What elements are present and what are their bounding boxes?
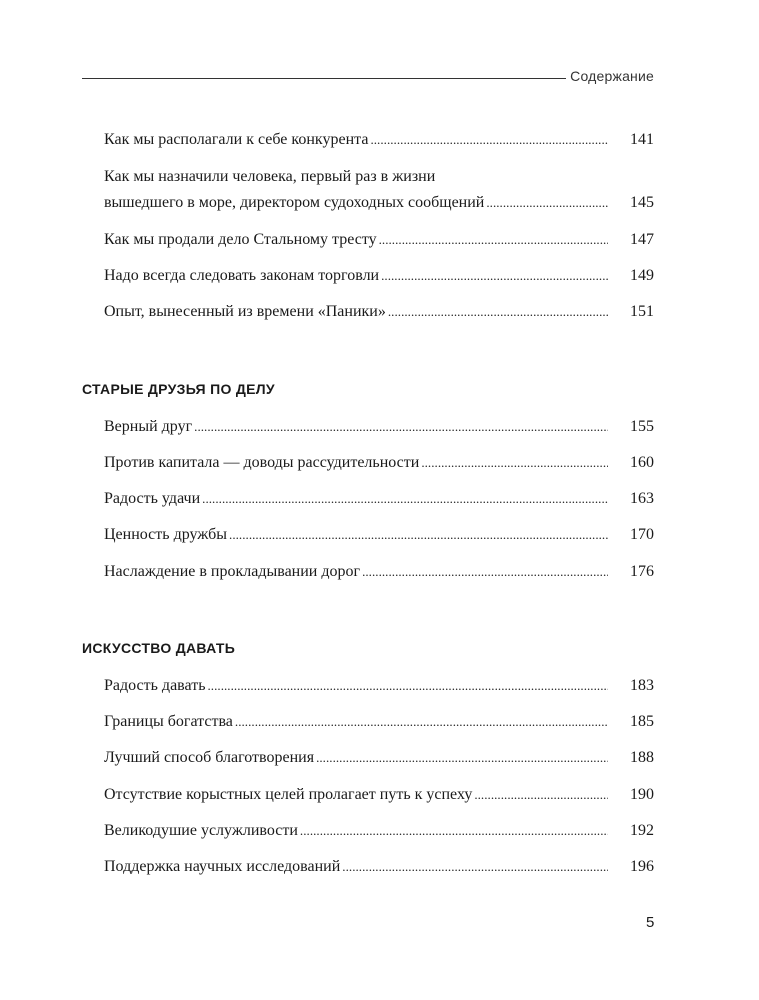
toc-entry-title: Ценность дружбы <box>104 526 228 543</box>
page-number: 5 <box>646 914 655 931</box>
toc-entry-page: 145 <box>630 194 654 211</box>
toc-entry[interactable] <box>104 745 654 771</box>
dot-leader <box>474 782 608 808</box>
toc-entry-title: Поддержка научных исследований <box>104 858 341 875</box>
dot-leader <box>208 673 609 699</box>
section-heading: ИСКУССТВО ДАВАТЬ <box>82 640 236 656</box>
toc-entry[interactable] <box>104 854 654 880</box>
toc-entry-title: Опыт, вынесенный из времени «Паники» <box>104 303 386 320</box>
toc-entry[interactable] <box>104 522 654 548</box>
toc-entry-page: 183 <box>630 677 654 694</box>
dot-leader <box>388 299 608 325</box>
toc-entry-title: Как мы продали дело Стальному тресту <box>104 231 377 248</box>
toc-entry[interactable] <box>104 450 654 476</box>
toc-entry-page: 149 <box>630 267 654 284</box>
toc-entry-title-line1: Как мы назначили человека, первый раз в жизни <box>104 168 436 185</box>
toc-entry[interactable] <box>104 782 654 808</box>
toc-entry-title: Отсутствие корыстных целей пролагает путь к успеху <box>104 786 473 803</box>
dot-leader <box>381 263 608 289</box>
toc-entry-page: 170 <box>630 526 654 543</box>
toc-entry[interactable] <box>104 164 654 216</box>
toc-entry-title: Радость давать <box>104 677 206 694</box>
toc-entry-title: Наслаждение в прокладывании дорог <box>104 563 361 580</box>
dot-leader <box>362 559 608 585</box>
toc-entry[interactable] <box>104 709 654 735</box>
toc-entry-title: Границы богатства <box>104 713 233 730</box>
toc-entry-title: вышедшего в море, директором судоходных сообщений <box>104 194 485 211</box>
dot-leader <box>300 818 608 844</box>
toc-entry[interactable] <box>104 227 654 253</box>
toc-entry[interactable] <box>104 414 654 440</box>
toc-entry-title: Надо всегда следовать законам торговли <box>104 267 380 284</box>
header-rule <box>82 78 566 79</box>
toc-entry-title: Как мы располагали к себе конкурента <box>104 131 369 148</box>
toc-entry-page: 147 <box>630 231 654 248</box>
toc-entry[interactable] <box>104 127 654 153</box>
toc-entry-page: 190 <box>630 786 654 803</box>
toc-entry-page: 188 <box>630 749 654 766</box>
dot-leader <box>370 127 608 153</box>
toc-entry[interactable] <box>104 673 654 699</box>
toc-entry[interactable] <box>104 263 654 289</box>
dot-leader <box>316 745 608 771</box>
dot-leader <box>379 227 608 253</box>
dot-leader <box>421 450 608 476</box>
toc-entry-page: 192 <box>630 822 654 839</box>
toc-entry[interactable] <box>104 818 654 844</box>
toc-entry[interactable] <box>104 559 654 585</box>
running-header-title: Содержание <box>570 68 654 84</box>
toc-entry[interactable] <box>104 299 654 325</box>
toc-entry-title: Радость удачи <box>104 490 201 507</box>
section-heading: СТАРЫЕ ДРУЗЬЯ ПО ДЕЛУ <box>82 381 275 397</box>
dot-leader <box>342 854 608 880</box>
toc-entry-page: 160 <box>630 454 654 471</box>
toc-entry-title: Лучший способ благотворения <box>104 749 315 766</box>
toc-entry-page: 151 <box>630 303 654 320</box>
toc-entry-page: 196 <box>630 858 654 875</box>
toc-entry-page: 163 <box>630 490 654 507</box>
toc-entry-page: 155 <box>630 418 654 435</box>
toc-entry-title: Великодушие услужливости <box>104 822 298 839</box>
dot-leader <box>235 709 608 735</box>
toc-entry-page: 176 <box>630 563 654 580</box>
dot-leader <box>486 190 608 216</box>
toc-entry-title: Против капитала — доводы рассудительности <box>104 454 420 471</box>
toc-entry-page: 141 <box>630 131 654 148</box>
toc-entry-title: Верный друг <box>104 418 193 435</box>
dot-leader <box>194 414 608 440</box>
toc-entry-page: 185 <box>630 713 654 730</box>
dot-leader <box>229 522 608 548</box>
toc-entry[interactable] <box>104 486 654 512</box>
dot-leader <box>202 486 608 512</box>
